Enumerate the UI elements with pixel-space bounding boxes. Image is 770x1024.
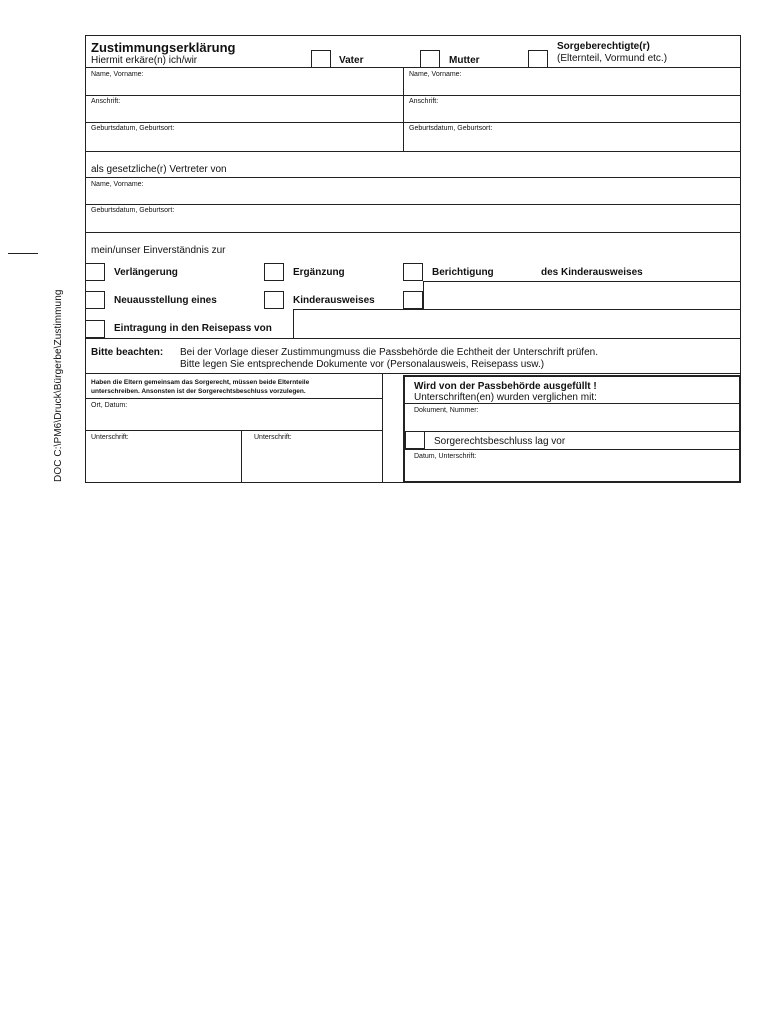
field-signature-2[interactable]: Unterschrift: xyxy=(254,434,292,441)
document-path-label: DOC C:\PM6\Druck\Bürgerbe\Zustimmung xyxy=(53,289,64,482)
checkbox-mutter[interactable] xyxy=(420,50,440,68)
divider xyxy=(85,122,741,123)
label-verlaengerung: Verlängerung xyxy=(114,267,178,278)
checkbox-sorgeberechtigte[interactable] xyxy=(528,50,548,68)
notice-line-1: Bei der Vorlage dieser Zustimmungmuss die Passbehörde die Echtheit der Unterschrift prüfen. xyxy=(180,347,598,358)
divider xyxy=(293,309,741,310)
divider xyxy=(85,373,741,374)
checkbox-sorgerechtsbeschluss[interactable] xyxy=(405,431,425,449)
checkbox-kinderausweis[interactable] xyxy=(264,291,284,309)
margin-mark xyxy=(8,253,38,254)
field-ort-datum[interactable]: Ort, Datum: xyxy=(91,402,128,409)
column-divider xyxy=(293,309,294,338)
divider xyxy=(85,95,741,96)
divider xyxy=(405,431,739,432)
notice-label: Bitte beachten: xyxy=(91,347,164,358)
field-birth-right[interactable]: Geburtsdatum, Geburtsort: xyxy=(409,125,493,132)
column-divider xyxy=(241,430,242,483)
checkbox-neuausstellung[interactable] xyxy=(85,291,105,309)
divider xyxy=(85,177,741,178)
divider xyxy=(85,398,382,399)
label-mutter: Mutter xyxy=(449,55,480,66)
field-birth-left[interactable]: Geburtsdatum, Geburtsort: xyxy=(91,125,175,132)
divider xyxy=(85,151,741,152)
authority-title: Wird von der Passbehörde ausgefüllt ! xyxy=(414,381,597,392)
field-datum-unterschrift[interactable]: Datum, Unterschrift: xyxy=(414,453,477,460)
label-kinderausweises: Kinderausweises xyxy=(293,295,375,306)
checkbox-verlaengerung[interactable] xyxy=(85,263,105,281)
label-des-kinderausweises: des Kinderausweises xyxy=(541,267,643,278)
field-dokument-nummer[interactable]: Dokument, Nummer: xyxy=(414,407,479,414)
authority-subtitle: Unterschriften(en) wurden verglichen mit: xyxy=(414,392,597,403)
field-address-left[interactable]: Anschrift: xyxy=(91,98,121,105)
field-child-birth[interactable]: Geburtsdatum, Geburtsort: xyxy=(91,207,175,214)
checkbox-ergaenzung[interactable] xyxy=(264,263,284,281)
divider xyxy=(85,204,741,205)
divider xyxy=(85,338,741,339)
checkbox-neuausstellung-extra[interactable] xyxy=(403,291,423,309)
column-divider xyxy=(403,67,404,151)
label-sorgeberechtigte-sub: (Elternteil, Vormund etc.) xyxy=(557,53,668,64)
divider xyxy=(405,449,739,450)
column-divider xyxy=(423,281,424,309)
divider xyxy=(85,430,382,431)
label-berichtigung: Berichtigung xyxy=(432,267,494,278)
checkbox-vater[interactable] xyxy=(311,50,331,68)
form-subtitle: Hiermit erkäre(n) ich/wir xyxy=(91,55,198,66)
label-ergaenzung: Ergänzung xyxy=(293,267,345,278)
checkbox-berichtigung[interactable] xyxy=(403,263,423,281)
field-name-right[interactable]: Name, Vorname: xyxy=(409,71,462,78)
label-vater: Vater xyxy=(339,55,364,66)
label-neuausstellung: Neuausstellung eines xyxy=(114,295,217,306)
field-name-left[interactable]: Name, Vorname: xyxy=(91,71,144,78)
divider xyxy=(423,281,741,282)
parents-note-line-2: unterschreiben. Ansonsten ist der Sorgerechtsbeschluss vorzulegen. xyxy=(91,388,306,395)
label-sorgeberechtigte: Sorgeberechtigte(r) xyxy=(557,41,650,52)
representative-heading: als gesetzliche(r) Vertreter von xyxy=(91,164,227,175)
divider xyxy=(85,67,741,68)
divider xyxy=(405,403,739,404)
divider xyxy=(85,232,741,233)
label-sorgerechtsbeschluss: Sorgerechtsbeschluss lag vor xyxy=(434,436,566,447)
notice-line-2: Bitte legen Sie entsprechende Dokumente vor (Personalausweis, Reisepass usw.) xyxy=(180,359,545,370)
column-divider xyxy=(382,373,383,483)
form-title: Zustimmungserklärung xyxy=(91,40,236,55)
field-signature-1[interactable]: Unterschrift: xyxy=(91,434,129,441)
label-eintragung: Eintragung in den Reisepass von xyxy=(114,323,272,334)
field-address-right[interactable]: Anschrift: xyxy=(409,98,439,105)
field-child-name[interactable]: Name, Vorname: xyxy=(91,181,144,188)
parents-note-line-1: Haben die Eltern gemeinsam das Sorgerecht, müssen beide Elternteile xyxy=(91,379,310,386)
consent-heading: mein/unser Einverständnis zur xyxy=(91,245,226,256)
checkbox-eintragung[interactable] xyxy=(85,320,105,338)
